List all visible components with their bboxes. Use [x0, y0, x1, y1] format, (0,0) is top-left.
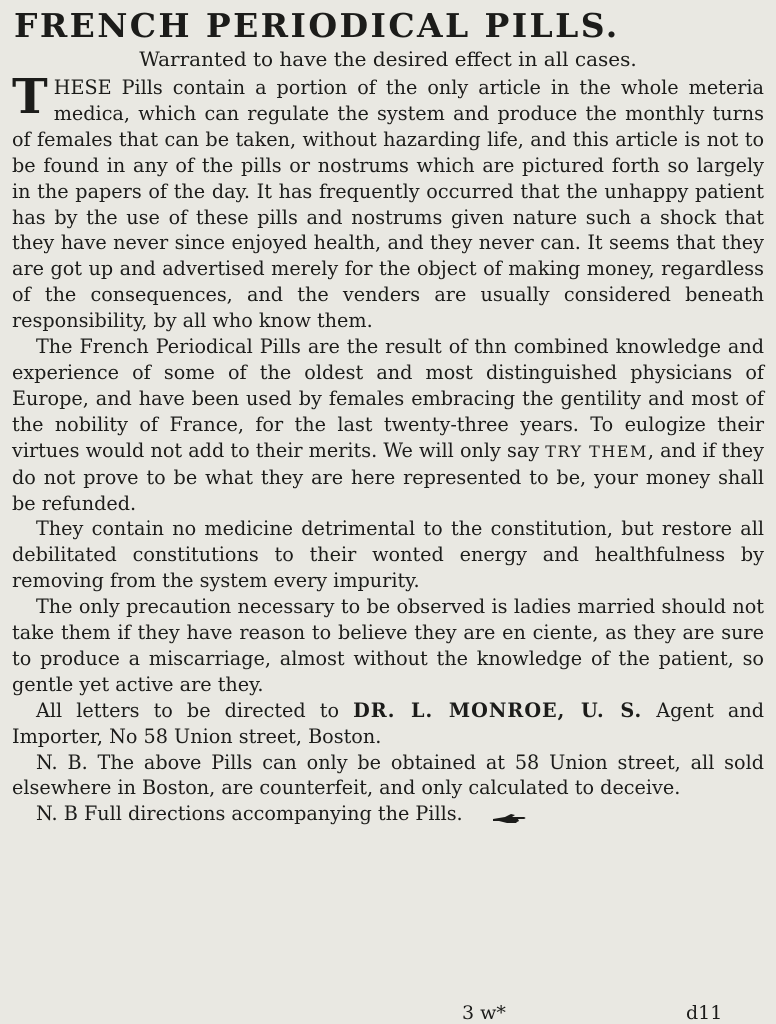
- paragraph-origin: [12, 334, 764, 516]
- date-code: d11: [686, 1002, 723, 1024]
- ad-body: [12, 69, 764, 827]
- ad-title: FRENCH PERIODICAL PILLS.: [14, 6, 620, 45]
- paragraph-constitution: They contain no medicine detrimental to the constitution, but restore all debilitated constitutions to their wonted energy and healthfulness by removing from the system every impurity.: [12, 517, 764, 593]
- paragraph-origin-text: The French Periodical Pills are the result of thn combined knowledge and experience of some of the oldest and most distinguished physicians of Europe, and have been used by females embracing the gentility and most of the nobility of France, for the last twenty-three years. To eulogize their virtues would not add to their merits. We will only say: [12, 335, 764, 462]
- lead-word: HESE: [53, 76, 112, 99]
- insertion-code: 3 w*: [462, 1002, 506, 1024]
- drop-cap: T: [12, 69, 48, 125]
- paragraph-origin-text-end: , and if they do not prove to be what they are here represented to be, your money shall be refunded.: [12, 438, 764, 515]
- paragraph-address: [12, 698, 764, 750]
- paragraph-counterfeit-notice: N. B. The above Pills can only be obtained at 58 Union street, all sold elsewhere in Boston, are counterfeit, and only calculated to deceive.: [12, 750, 764, 800]
- address-text: All letters to be directed to: [36, 698, 354, 722]
- paragraph-intro: [12, 69, 764, 334]
- agent-name: DR. L. MONROE, U. S.: [353, 698, 643, 722]
- try-them-emphasis: TRY THEM: [545, 441, 648, 461]
- paragraph-intro-text: Pills contain a portion of the only article in the whole meteria medica, which can regulate the system and produce the monthly turns of females that can be taken, without hazarding life, and this article is not to be found in any of the pills or nostrums which are pictured forth so largely in the papers of the day. It has frequently occurred that the unhappy patient has by the use of these pills and nostrums given nature such a shock that they have never since enjoyed health, and they never can. It seems that they are got up and advertised merely for the object of making money, regardless of the consequences, and the venders are usually considered beneath responsibility, by all who know them.: [12, 76, 764, 333]
- pointing-hand-icon: [467, 807, 507, 823]
- ad-subtitle: Warranted to have the desired effect in all cases.: [139, 47, 637, 71]
- paragraph-precaution: The only precaution necessary to be observed is ladies married should not take them if they have reason to believe they are en ciente, as they are sure to produce a miscarriage, almost without the knowledge of the patient, so gentle yet active are they.: [12, 595, 764, 696]
- directions-text: N. B Full directions accompanying the Pills.: [36, 802, 463, 826]
- paragraph-directions: [12, 801, 764, 827]
- address-text-end: Agent and Importer, No 58 Union street, Boston.: [12, 698, 764, 748]
